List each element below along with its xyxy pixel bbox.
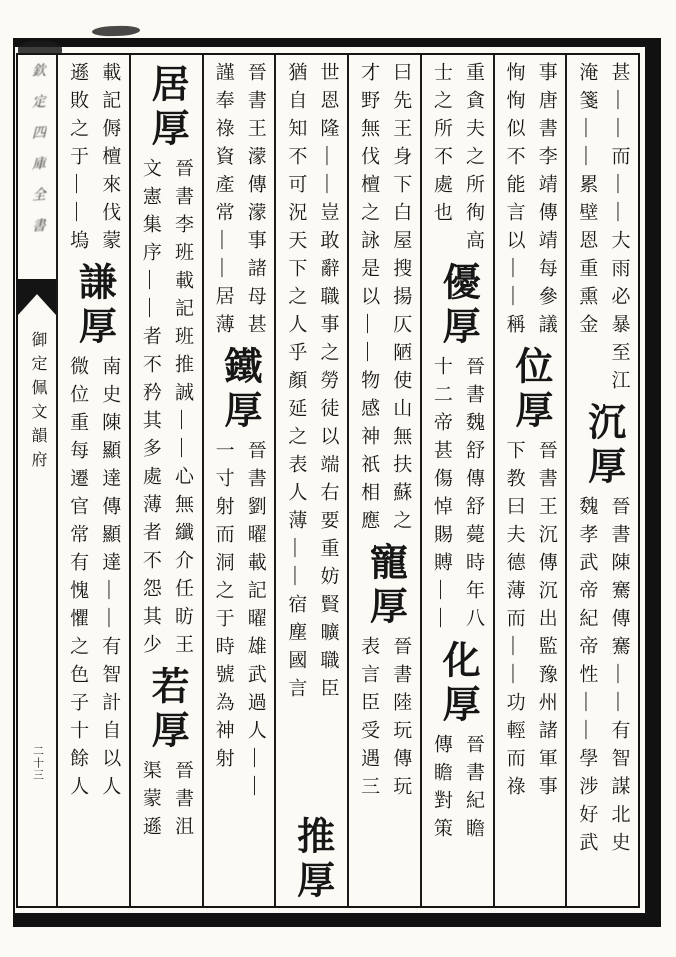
text-column-8 (56, 55, 129, 906)
text-column-5 (274, 55, 347, 906)
annotation-line-right: 重貪夫之所徇高 (463, 62, 484, 258)
annotation-line-right: 晉書陸玩傳玩 (390, 636, 412, 804)
fishtail-mark (18, 279, 56, 315)
text-column-7 (129, 55, 202, 906)
text-column-4 (347, 55, 420, 906)
annotation-line-right: 晉書王濛傳濛事諸母甚 (244, 62, 266, 342)
annotation-line-right: 晉書紀瞻 (463, 734, 484, 846)
text-column-2 (493, 55, 566, 906)
headword: 居厚 (145, 64, 188, 152)
headword: 若厚 (145, 666, 188, 754)
annotation-block (131, 158, 202, 662)
annotation-line-left: 微位重每遷官常有愧懼之色子十餘人 (67, 356, 89, 804)
annotation-line-left: 猶自知不可況天下之人乎顏延之表人薄——宿塵國言 (285, 62, 307, 706)
annotation-block (349, 636, 420, 804)
headword: 鐵厚 (217, 346, 260, 434)
annotation-line-left: 謹奉祿資產常——居薄 (212, 62, 234, 342)
annotation-line-left: 下教曰夫德薄而——功輕而祿 (503, 440, 525, 804)
annotation-line-right: 甚——而——大雨必暴至江 (608, 62, 630, 398)
annotation-line-left: 恂恂似不能言以——稱 (503, 62, 525, 342)
annotation-line-left: 十二帝甚傷悼賜賻—— (430, 356, 452, 636)
annotation-block (422, 356, 493, 636)
annotation-block (204, 62, 275, 342)
annotation-line-right: 載記傉檀來伐蒙 (99, 62, 121, 258)
annotation-line-left: 才野無伐檀之詠是以——物感神祇相應 (358, 62, 380, 538)
annotation-block (567, 496, 638, 860)
headword: 位厚 (508, 346, 551, 434)
headword: 寵厚 (363, 542, 406, 630)
spine-column (18, 55, 56, 906)
annotation-line-right: 世恩隆——豈敢辭職事之勞徒以端右要重妨賢曠職臣 (317, 62, 339, 706)
annotation-line-right: 晉書李班載記班推誠——心無纖介任昉王 (172, 158, 193, 662)
annotation-line-right: 晉書陳騫傳騫——有智謀北史 (608, 496, 630, 860)
annotation-line-right: 曰先王身下白屋搜揚仄陋使山無扶蘇之 (390, 62, 412, 538)
annotation-line-left: 淹箋——累壁恩重熏金 (576, 62, 598, 342)
spine-book-title: 御定佩文韻府 (29, 331, 46, 475)
spine-handwritten-text: 欽定四庫全書 (30, 62, 45, 250)
annotation-line-left: 傳瞻對策 (430, 734, 452, 846)
annotation-line-left: 士之所不處也 (430, 62, 452, 230)
annotation-block (58, 62, 129, 258)
annotation-line-left: 渠蒙遜 (139, 760, 161, 844)
annotation-block (131, 760, 202, 844)
headword: 優厚 (436, 262, 479, 350)
headword: 推厚 (290, 816, 333, 904)
page-number: 二十三 (31, 745, 44, 781)
annotation-line-right: 晉書王沉傳沉出監豫州諸軍事 (535, 440, 557, 804)
ink-smudge (92, 25, 140, 37)
annotation-block (422, 734, 493, 846)
annotation-line-left: 魏孝武帝紀帝性——學涉好武 (576, 496, 598, 860)
annotation-block (495, 440, 566, 804)
annotation-line-left: 一寸射而洞之于時號為神射 (212, 440, 234, 776)
annotation-line-right: 晉書魏舒傳舒薨時年八 (463, 356, 484, 636)
annotation-block (58, 356, 129, 804)
annotation-block (349, 62, 420, 538)
annotation-line-left: 文憲集序——者不矜其多處薄者不怨其少 (139, 158, 161, 662)
text-column-1 (565, 55, 638, 906)
headword: 謙厚 (72, 262, 115, 350)
annotation-line-right: 晉書劉曜載記曜雄武過人—— (244, 440, 266, 804)
annotation-block (276, 62, 347, 706)
annotation-line-right: 南史陳顯達傳顯達——有智計自以人 (99, 356, 121, 804)
text-column-6 (202, 55, 275, 906)
headword: 沉厚 (581, 402, 624, 490)
annotation-line-right: 事唐書李靖傳靖每參議 (535, 62, 557, 342)
annotation-block (204, 440, 275, 804)
annotation-line-left: 遜敗之于——塢 (67, 62, 89, 258)
annotation-block (495, 62, 566, 342)
text-grid-frame (16, 53, 640, 908)
annotation-line-right: 晉書沮 (172, 760, 193, 844)
annotation-block (567, 62, 638, 398)
text-column-3 (420, 55, 493, 906)
headword: 化厚 (436, 640, 479, 728)
annotation-block (422, 62, 493, 258)
annotation-line-left: 表言臣受遇三 (358, 636, 380, 804)
